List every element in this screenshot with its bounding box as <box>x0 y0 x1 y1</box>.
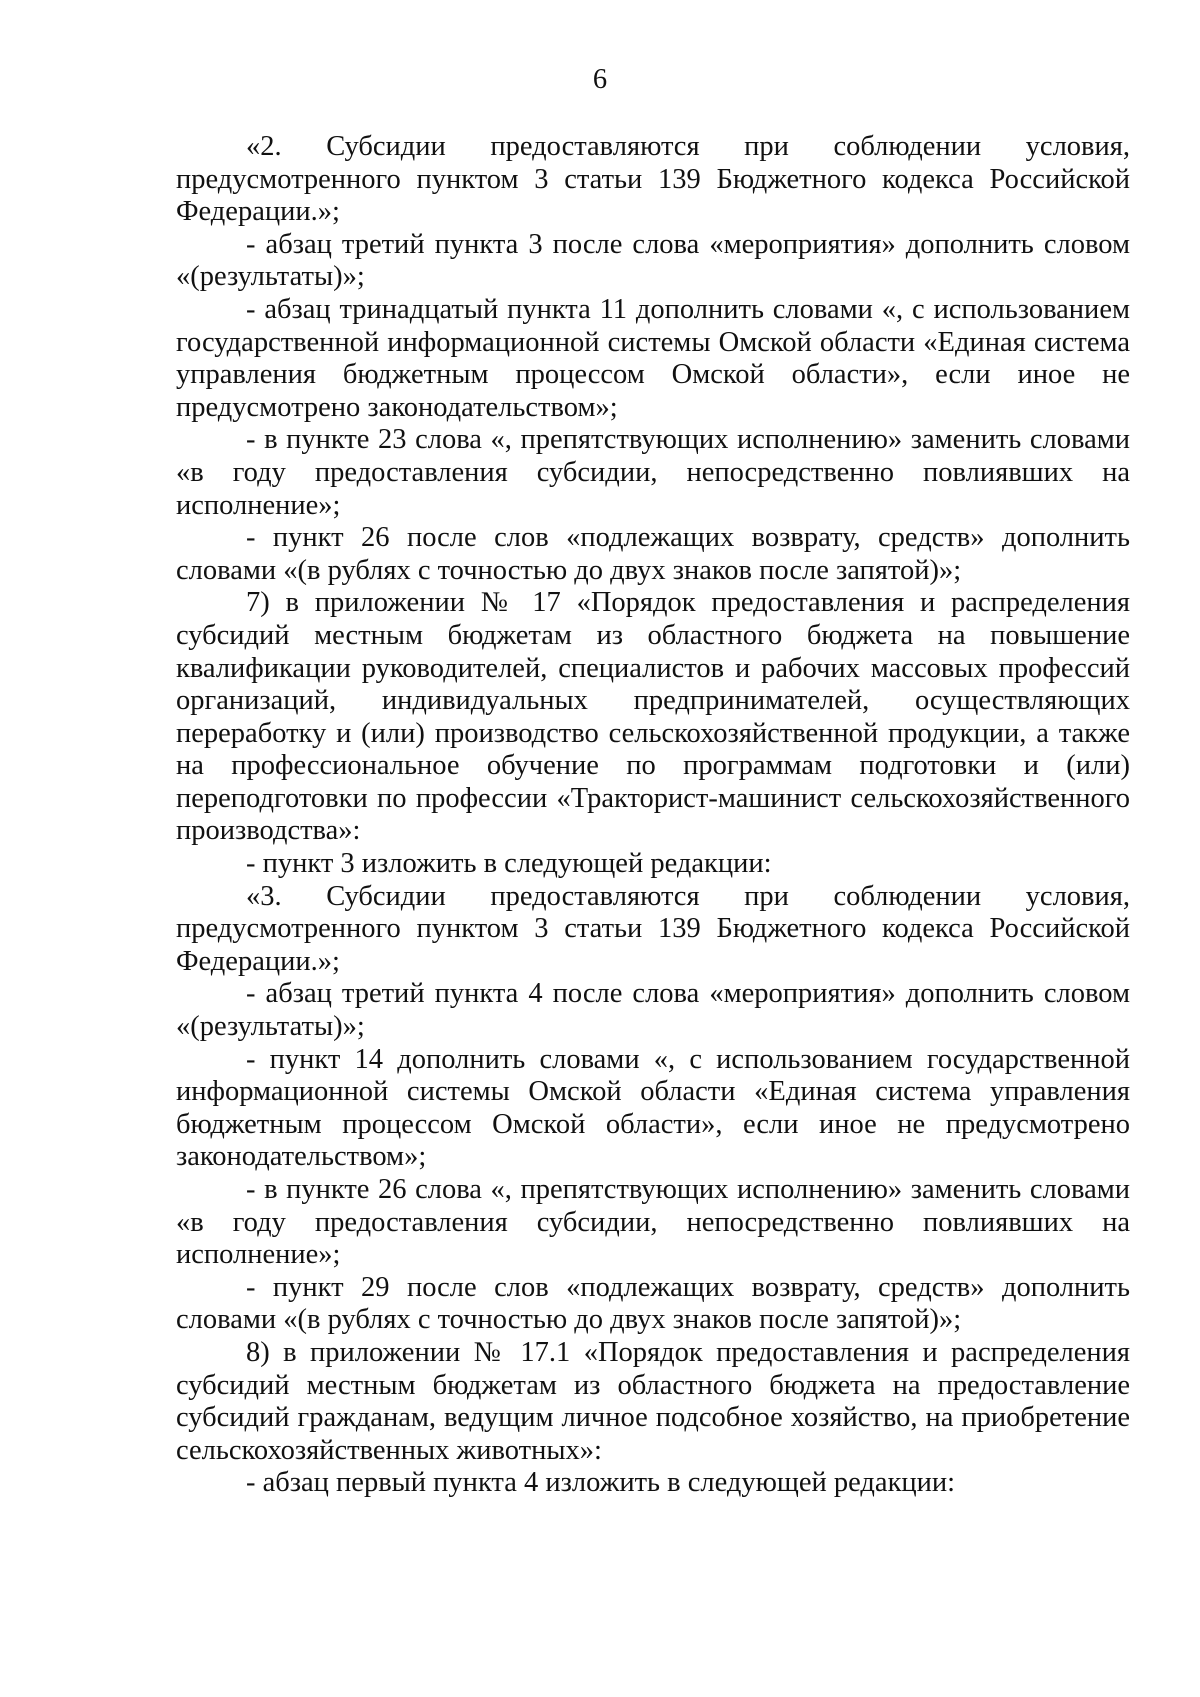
paragraph-item-4-results: - абзац третий пункта 4 после слова «мероприятия» дополнить словом «(результаты)»; <box>176 978 1130 1043</box>
paragraph-item-4-new-edition: - абзац первый пункта 4 изложить в следующей редакции: <box>246 1467 956 1499</box>
document-body <box>176 131 1130 1500</box>
paragraph-subsidy-condition-2: «2. Субсидии предоставляются при соблюдении условия, предусмотренного пунктом 3 статьи 139 Бюджетного кодекса Российской Федерации.»; <box>176 131 1130 228</box>
paragraph-item-3-new-edition: - пункт 3 изложить в следующей редакции: <box>246 848 772 880</box>
paragraph-item-11-gis: - абзац тринадцатый пункта 11 дополнить словами «, с использованием государственной информационной системы Омской области «Единая система управления бюджетным процессом Омской области», если иное не предусмотрено законодательством»; <box>176 293 1130 423</box>
paragraph-item-14-gis: - пункт 14 дополнить словами «, с использованием государственной информационной системы Омской области «Единая система управления бюджетным процессом Омской области», если иное не предусмотрено законодательством»; <box>176 1043 1130 1173</box>
page-number: 6 <box>592 64 608 95</box>
paragraph-item-26-rubles: - пункт 26 после слов «подлежащих возврату, средств» дополнить словами «(в рублях с точностью до двух знаков после запятой)»; <box>176 522 1130 586</box>
paragraph-annex-17-1: 8) в приложении № 17.1 «Порядок предоставления и распределения субсидий местным бюджетам из областного бюджета на предоставление субсидий гражданам, ведущим личное подсобное хозяйство, на приобретение сельскохозяйственных животных»: <box>176 1336 1130 1466</box>
paragraph-subsidy-condition-3: «3. Субсидии предоставляются при соблюдении условия, предусмотренного пунктом 3 статьи 139 Бюджетного кодекса Российской Федерации.»; <box>176 880 1130 977</box>
paragraph-item-3-results: - абзац третий пункта 3 после слова «мероприятия» дополнить словом «(результаты)»; <box>176 228 1130 293</box>
paragraph-annex-17: 7) в приложении № 17 «Порядок предоставления и распределения субсидий местным бюджетам из областного бюджета на повышение квалификации руководителей, специалистов и рабочих массовых профессий организаций, индивидуальных предпринимателей, осуществляющих переработку и (или) производство сельскохозяйственной продукции, а также на профессиональное обучение по программам подготовки и (или) переподготовки по профессии «Тракторист-машинист сельскохозяйственного производства»: <box>176 587 1130 847</box>
paragraph-item-29-rubles: - пункт 29 после слов «подлежащих возврату, средств» дополнить словами «(в рублях с точностью до двух знаков после запятой)»; <box>176 1271 1130 1336</box>
paragraph-item-26-replace: - в пункте 26 слова «, препятствующих исполнению» заменить словами «в году предоставления субсидии, непосредственно повлиявших на исполнение»; <box>176 1174 1130 1271</box>
paragraph-item-23-replace: - в пункте 23 слова «, препятствующих исполнению» заменить словами «в году предоставления субсидии, непосредственно повлиявших на исполнение»; <box>176 424 1130 521</box>
